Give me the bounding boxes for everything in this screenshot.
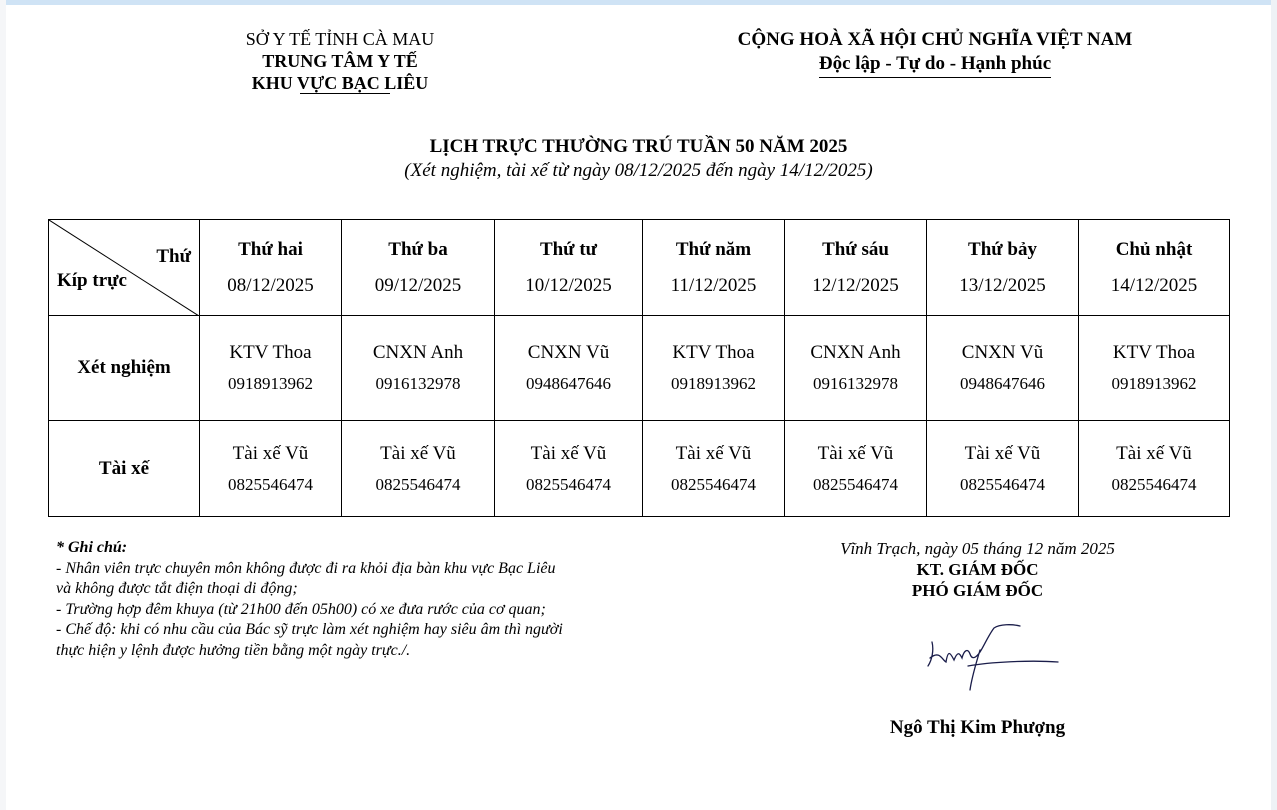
duty-cell [1079,316,1230,421]
duty-cell [927,421,1079,517]
corner-cell [49,220,200,316]
corner-label-shift: Kíp trực [57,270,127,291]
page-left-edge [0,0,6,810]
duty-schedule-table [48,219,1230,517]
day-date: 12/12/2025 [812,274,899,296]
signer-role-2: PHÓ GIÁM ĐỐC [911,581,1044,600]
document-subtitle: (Xét nghiệm, tài xế từ ngày 08/12/2025 đến ngày 14/12/2025) [404,160,873,181]
window-top-bar [0,0,1277,5]
day-name: Chủ nhật [1115,238,1193,260]
org-line-1: SỞ Y TẾ TỈNH CÀ MAU [245,29,435,49]
place-date: Vĩnh Trạch, ngày 05 tháng 12 năm 2025 [840,539,1115,558]
day-header [1079,220,1230,316]
notes-line: - Chế độ: khi có nhu cầu của Bác sỹ trực làm xét nghiệm hay siêu âm thì người [56,621,563,638]
duty-person: Tài xế Vũ [817,442,894,464]
signer-role-1: KT. GIÁM ĐỐC [916,560,1039,579]
duty-cell [342,421,495,517]
duty-cell [927,316,1079,421]
duty-phone: 0825546474 [1111,474,1197,494]
duty-person: CNXN Anh [810,342,901,363]
row-label-driver: Tài xế [49,421,200,517]
duty-cell [643,421,785,517]
table-row [49,316,1230,421]
duty-person: Tài xế Vũ [232,442,309,464]
table-row [49,421,1230,517]
corner-diagonal [49,220,199,316]
duty-person: Tài xế Vũ [1116,442,1192,464]
org-line-3: KHU VỰC BẠC LIÊU [251,73,429,93]
org-line-2: TRUNG TÂM Y TẾ [262,51,418,71]
duty-person: Tài xế Vũ [675,442,752,464]
day-name: Thứ năm [675,238,752,260]
signature-block [790,538,1165,601]
duty-phone: 0916132978 [813,374,898,393]
day-date: 13/12/2025 [959,274,1046,296]
day-header [785,220,927,316]
duty-phone: 0825546474 [375,474,461,494]
national-header [700,28,1170,78]
day-date: 10/12/2025 [525,274,612,296]
duty-phone: 0825546474 [960,474,1045,494]
notes-line: và không được tắt điện thoại di động; [56,580,298,597]
signer-name: Ngô Thị Kim Phượng [889,717,1066,738]
duty-phone: 0918913962 [228,374,313,393]
notes-line: - Nhân viên trực chuyên môn không được đi ra khỏi địa bàn khu vực Bạc Liêu [56,559,556,577]
page-right-edge [1271,0,1277,810]
document-title: LỊCH TRỰC THƯỜNG TRÚ TUẦN 50 NĂM 2025 [429,136,848,157]
row-label-lab: Xét nghiệm [49,316,200,421]
handwritten-signature [920,620,1070,695]
duty-phone: 0825546474 [526,474,611,494]
duty-cell [643,316,785,421]
duty-person: Tài xế Vũ [530,442,607,464]
duty-phone: 0948647646 [960,374,1045,393]
notes-section [56,538,646,661]
org-underline [300,93,390,94]
duty-phone: 0916132978 [375,374,461,393]
day-name: Thứ tư [539,238,598,260]
day-header [200,220,342,316]
day-date: 11/12/2025 [670,274,757,296]
duty-person: KTV Thoa [1112,342,1196,363]
duty-phone: 0948647646 [526,374,611,393]
duty-person: CNXN Anh [372,342,464,363]
day-date: 09/12/2025 [374,274,462,296]
duty-cell [785,421,927,517]
duty-person: KTV Thoa [672,342,755,363]
duty-cell [1079,421,1230,517]
duty-person: Tài xế Vũ [964,442,1041,464]
day-header [495,220,643,316]
duty-cell [200,421,342,517]
duty-cell [785,316,927,421]
duty-cell [495,316,643,421]
duty-person: CNXN Vũ [527,342,610,363]
duty-phone: 0825546474 [228,474,313,494]
notes-title: * Ghi chú: [56,539,128,556]
day-header [927,220,1079,316]
duty-phone: 0918913962 [671,374,756,393]
table-header-row [49,220,1230,316]
day-date: 14/12/2025 [1110,274,1198,296]
duty-person: Tài xế Vũ [380,442,456,464]
day-name: Thứ ba [388,238,448,260]
notes-line: - Trường hợp đêm khuya (từ 21h00 đến 05h00) có xe đưa rước của cơ quan; [56,600,546,618]
notes-line: thực hiện y lệnh được hưởng tiền bằng một ngày trực./. [56,641,411,659]
duty-person: KTV Thoa [229,342,312,363]
day-date: 08/12/2025 [227,274,314,296]
duty-cell [200,316,342,421]
day-name: Thứ sáu [822,238,889,260]
duty-phone: 0825546474 [671,474,756,494]
duty-person: CNXN Vũ [961,342,1044,363]
organization-header [210,28,470,94]
day-header [643,220,785,316]
duty-phone: 0825546474 [813,474,898,494]
duty-cell [342,316,495,421]
duty-phone: 0918913962 [1111,374,1197,393]
day-name: Thứ hai [238,238,303,260]
national-motto-2: Độc lập - Tự do - Hạnh phúc [819,52,1051,78]
day-header [342,220,495,316]
national-motto-1: CỘNG HOÀ XÃ HỘI CHỦ NGHĨA VIỆT NAM [737,29,1133,50]
corner-label-day: Thứ [156,246,191,267]
day-name: Thứ bảy [968,238,1037,260]
duty-cell [495,421,643,517]
